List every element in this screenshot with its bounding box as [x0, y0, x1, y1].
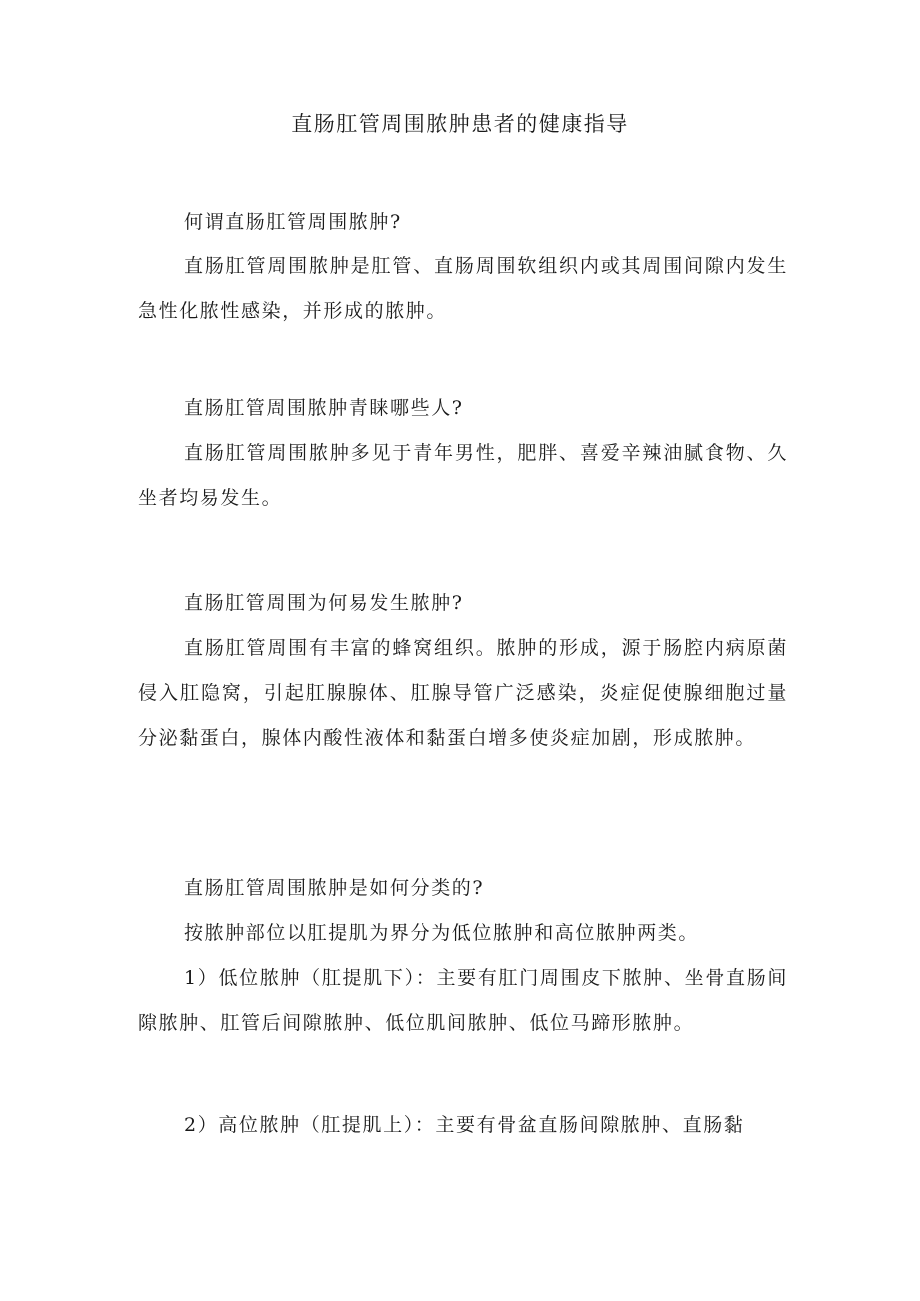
low-abscess-item: 1）低位脓肿（肛提肌下）：主要有肛门周围皮下脓肿、坐骨直肠间隙脓肿、肛管后间隙脓肿、低位肌间脓肿、低位马蹄形脓肿。 — [138, 967, 788, 1034]
answer-who: 直肠肛管周围脓肿多见于青年男性，肥胖、喜爱辛辣油腻食物、久坐者均易发生。 — [138, 442, 788, 509]
question-classification: 直肠肛管周围脓肿是如何分类的? — [184, 877, 485, 899]
question-who: 直肠肛管周围脓肿青睐哪些人? — [184, 397, 464, 419]
answer-what-is: 直肠肛管周围脓肿是肛管、直肠周围软组织内或其周围间隙内发生急性化脓性感染，并形成的脓肿。 — [138, 255, 788, 322]
high-abscess-item: 2）高位脓肿（肛提肌上）：主要有骨盆直肠间隙脓肿、直肠黏 — [184, 1114, 745, 1136]
answer-classification: 按脓肿部位以肛提肌为界分为低位脓肿和高位脓肿两类。 — [184, 922, 700, 944]
answer-why: 直肠肛管周围有丰富的蜂窝组织。脓肿的形成，源于肠腔内病原菌侵入肛隐窝，引起肛腺腺体、肛腺导管广泛感染，炎症促使腺细胞过量分泌黏蛋白，腺体内酸性液体和黏蛋白增多使炎症加剧，形成脓肿。 — [138, 637, 788, 749]
question-what-is: 何谓直肠肛管周围脓肿? — [184, 211, 402, 233]
document-title: 直肠肛管周围脓肿患者的健康指导 — [291, 112, 629, 136]
question-why: 直肠肛管周围为何易发生脓肿? — [184, 592, 464, 614]
